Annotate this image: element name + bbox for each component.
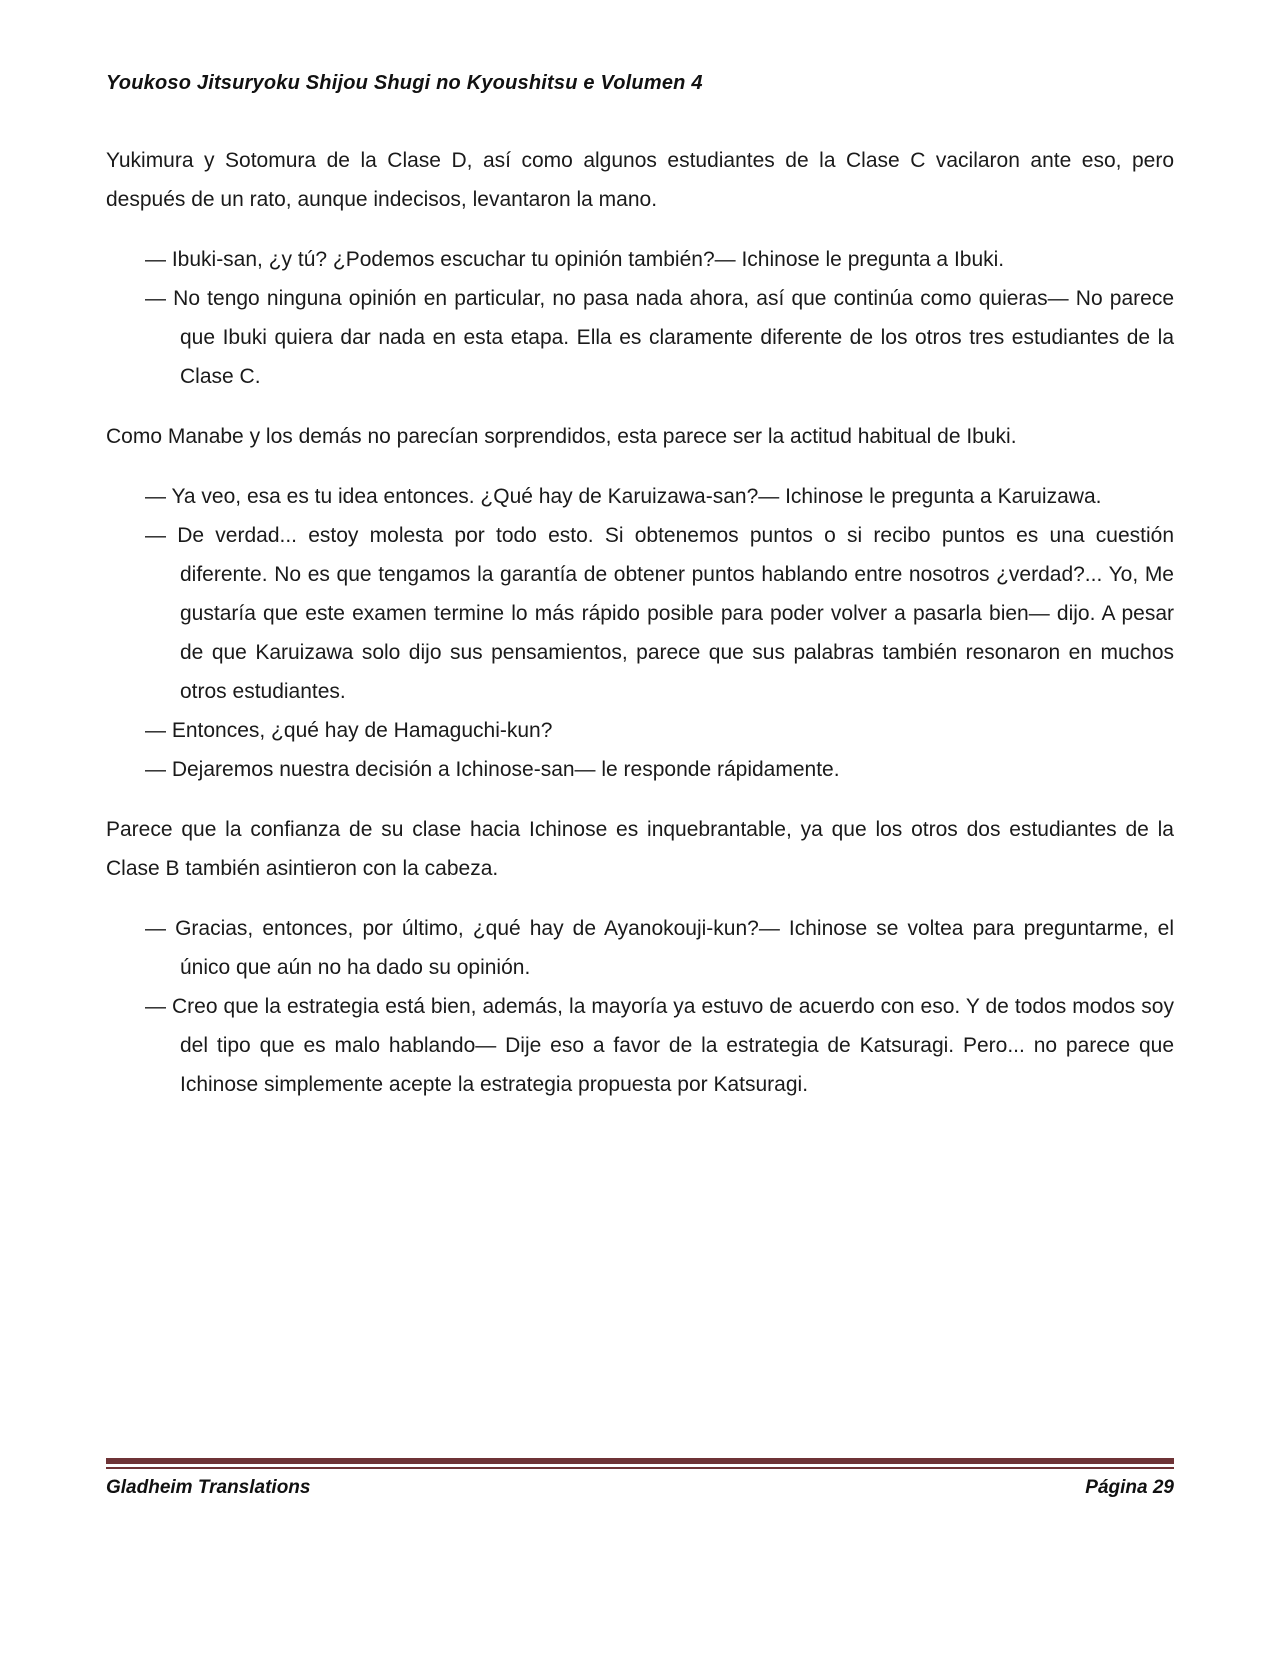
footer-rule-thin — [106, 1467, 1174, 1469]
dialogue-item: — Creo que la estrategia está bien, además, la mayoría ya estuvo de acuerdo con eso. Y de todos modos soy del tipo que es malo hablando— Dije eso a favor de la estrategia de Katsuragi. Pero... no parece que Ichinose simplemente acepte la estrategia propuesta por Katsuragi. — [145, 995, 1174, 1096]
paragraph: Yukimura y Sotomura de la Clase D, así como algunos estudiantes de la Clase C vacilaron ante eso, pero después de un rato, aunque indecisos, levantaron la mano. — [106, 149, 1174, 211]
dialogue-list — [106, 909, 1174, 1104]
paragraph: Como Manabe y los demás no parecían sorprendidos, esta parece ser la actitud habitual de Ibuki. — [106, 425, 1017, 448]
dialogue-item: — De verdad... estoy molesta por todo esto. Si obtenemos puntos o si recibo puntos es una cuestión diferente. No es que tengamos la garantía de obtener puntos hablando entre nosotros ¿verdad?... Yo, Me gustaría que este examen termine lo más rápido posible para poder volver a pasarla bien— dijo. A pesar de que Karuizawa solo dijo sus pensamientos, parece que sus palabras también resonaron en muchos otros estudiantes. — [145, 524, 1174, 703]
dialogue-list — [106, 240, 1174, 396]
dialogue-item: — No tengo ninguna opinión en particular, no pasa nada ahora, así que continúa como quieras— No parece que Ibuki quiera dar nada en esta etapa. Ella es claramente diferente de los otros tres estudiantes de la Clase C. — [145, 287, 1174, 388]
header-title: Youkoso Jitsuryoku Shijou Shugi no Kyoushitsu e Volumen 4 — [106, 72, 703, 94]
dialogue-list — [106, 477, 1174, 789]
page-footer — [106, 1458, 1174, 1499]
dialogue-item: — Dejaremos nuestra decisión a Ichinose-san— le responde rápidamente. — [145, 758, 840, 781]
footer-translator: Gladheim Translations — [106, 1477, 311, 1498]
dialogue-item: — Ya veo, esa es tu idea entonces. ¿Qué hay de Karuizawa-san?— Ichinose le pregunta a Karuizawa. — [145, 485, 1102, 508]
dialogue-item: — Gracias, entonces, por último, ¿qué hay de Ayanokouji-kun?— Ichinose se voltea para preguntarme, el único que aún no ha dado su opinión. — [145, 917, 1174, 979]
dialogue-item: — Entonces, ¿qué hay de Hamaguchi-kun? — [145, 719, 553, 742]
dialogue-item: — Ibuki-san, ¿y tú? ¿Podemos escuchar tu opinión también?— Ichinose le pregunta a Ibuki. — [145, 248, 1005, 271]
paragraph: Parece que la confianza de su clase hacia Ichinose es inquebrantable, ya que los otros dos estudiantes de la Clase B también asintieron con la cabeza. — [106, 818, 1174, 880]
footer-page-number: Página 29 — [1085, 1477, 1174, 1498]
footer-rule-thick — [106, 1458, 1174, 1464]
